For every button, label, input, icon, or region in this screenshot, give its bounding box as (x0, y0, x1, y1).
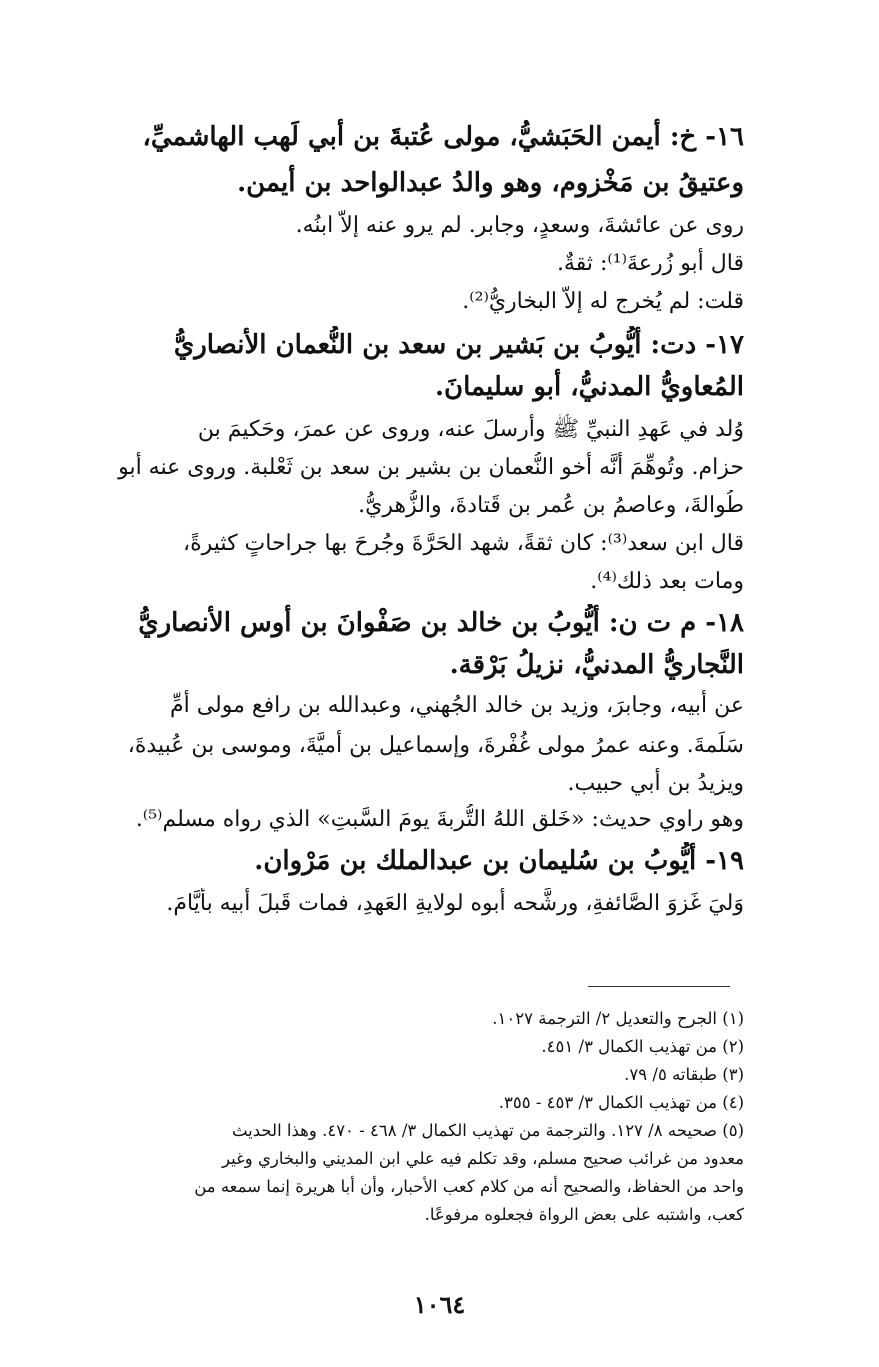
entry-17-body-line-4: قال ابن سعد⁽³⁾: كان ثقةً، شهد الحَرَّةَ وجُرحَ بها جراحاتٍ كثيرةً، (183, 531, 744, 556)
entry-18-body-line-3: ويزيدُ بن أبي حبيب. (567, 771, 744, 796)
entry-18-heading-line-2: النَّجاريُّ المدنيُّ، نزيلُ بَرْقة. (449, 650, 744, 680)
entry-18-body-line-4: وهو راوي حديث: «خَلق اللهُ التُّربةَ يومَ السَّبتِ» الذي رواه مسلم⁽⁵⁾. (135, 807, 744, 832)
entry-17-body-line-5: ومات بعد ذلك⁽⁴⁾. (590, 569, 744, 594)
entry-16-heading-line-1: ١٦- خ: أيمن الحَبَشيُّ، مولى عُتبةَ بن أبي لَهب الهاشميِّ، (142, 122, 744, 152)
entry-16-heading-line-2: وعتيقُ بن مَخْزوم، وهو والدُ عبدالواحد بن أيمن. (237, 168, 744, 198)
entry-19-heading: ١٩- أيُّوبُ بن سُليمان بن عبدالملك بن مَرْوان. (254, 846, 744, 876)
entry-16-body-line-3: قلت: لم يُخرج له إلاَّ البخاريُّ⁽²⁾. (462, 289, 744, 314)
entry-17-heading-line-1: ١٧- دت: أيُّوبُ بن بَشير بن سعد بن النُّعمان الأنصاريُّ (173, 330, 744, 360)
entry-17-heading-line-2: المُعاويُّ المدنيُّ، أبو سليمانَ. (434, 372, 744, 402)
entry-17-body-line-1: وُلد في عَهدِ النبيِّ ﷺ وأرسلَ عنه، وروى عن عمرَ، وحَكيمَ بن (197, 417, 744, 442)
entry-17-body-line-3: طُوالةَ، وعاصمُ بن عُمر بن قَتادةَ، والزُّهريُّ. (358, 493, 744, 518)
footnote-5-line-4: كعب، واشتبه على بعض الرواة فجعلوه مرفوعًا. (424, 1205, 744, 1224)
entry-17-body-line-2: حزام. وتُوهِّمَ أنَّه أخو النُّعمان بن بشير بن سعد بن ثَعْلبة. وروى عنه أبو (118, 455, 744, 480)
footnote-2: (٢) من تهذيب الكمال ٣/ ٤٥١. (541, 1037, 744, 1056)
page-number: ١٠٦٤ (413, 1290, 466, 1319)
footnote-5-line-2: معدود من غرائب صحيح مسلم، وقد تكلم فيه علي ابن المديني والبخاري وغير (222, 1149, 744, 1168)
footnote-5-line-1: (٥) صحيحه ٨/ ١٢٧. والترجمة من تهذيب الكمال ٣/ ٤٦٨ - ٤٧٠. وهذا الحديث (231, 1121, 744, 1140)
entry-16-body-line-2: قال أبو زُرعةَ⁽¹⁾: ثقةٌ. (556, 251, 744, 276)
footnote-4: (٤) من تهذيب الكمال ٣/ ٤٥٣ - ٣٥٥. (498, 1093, 744, 1112)
footnote-1: (١) الجرح والتعديل ٢/ الترجمة ١٠٢٧. (492, 1009, 744, 1028)
entry-18-body-line-1: عن أبيه، وجابرَ، وزيد بن خالد الجُهني، وعبدالله بن رافع مولى أُمِّ (169, 693, 744, 718)
footnotes (22, 0, 744, 1260)
entry-18-body-line-2: سَلَمةَ. وعنه عمرُ مولى غُفْرةَ، وإسماعيل بن أُميَّةَ، وموسى بن عُبيدةَ، (127, 733, 744, 758)
footnote-5-line-3: واحد من الحفاظ، والصحيح أنه من كلام كعب الأحبار، وأن أبا هريرة إنما سمعه من (194, 1177, 744, 1196)
entry-16-body-line-1: روى عن عائشةَ، وسعدٍ، وجابر. لم يرو عنه إلاَّ ابنُه. (295, 213, 744, 238)
entry-19-body-line-1: وَليَ غَزوَ الصَّائفةِ، ورشَّحه أبوه لولايةِ العَهدِ، فمات قَبلَ أبيه بأيَّامَ. (166, 891, 744, 916)
footnote-3: (٣) طبقاته ٥/ ٧٩. (624, 1065, 744, 1084)
entry-18-heading-line-1: ١٨- م ت ن: أيُّوبُ بن خالد بن صَفْوانَ بن أوس الأنصاريُّ (138, 608, 744, 638)
